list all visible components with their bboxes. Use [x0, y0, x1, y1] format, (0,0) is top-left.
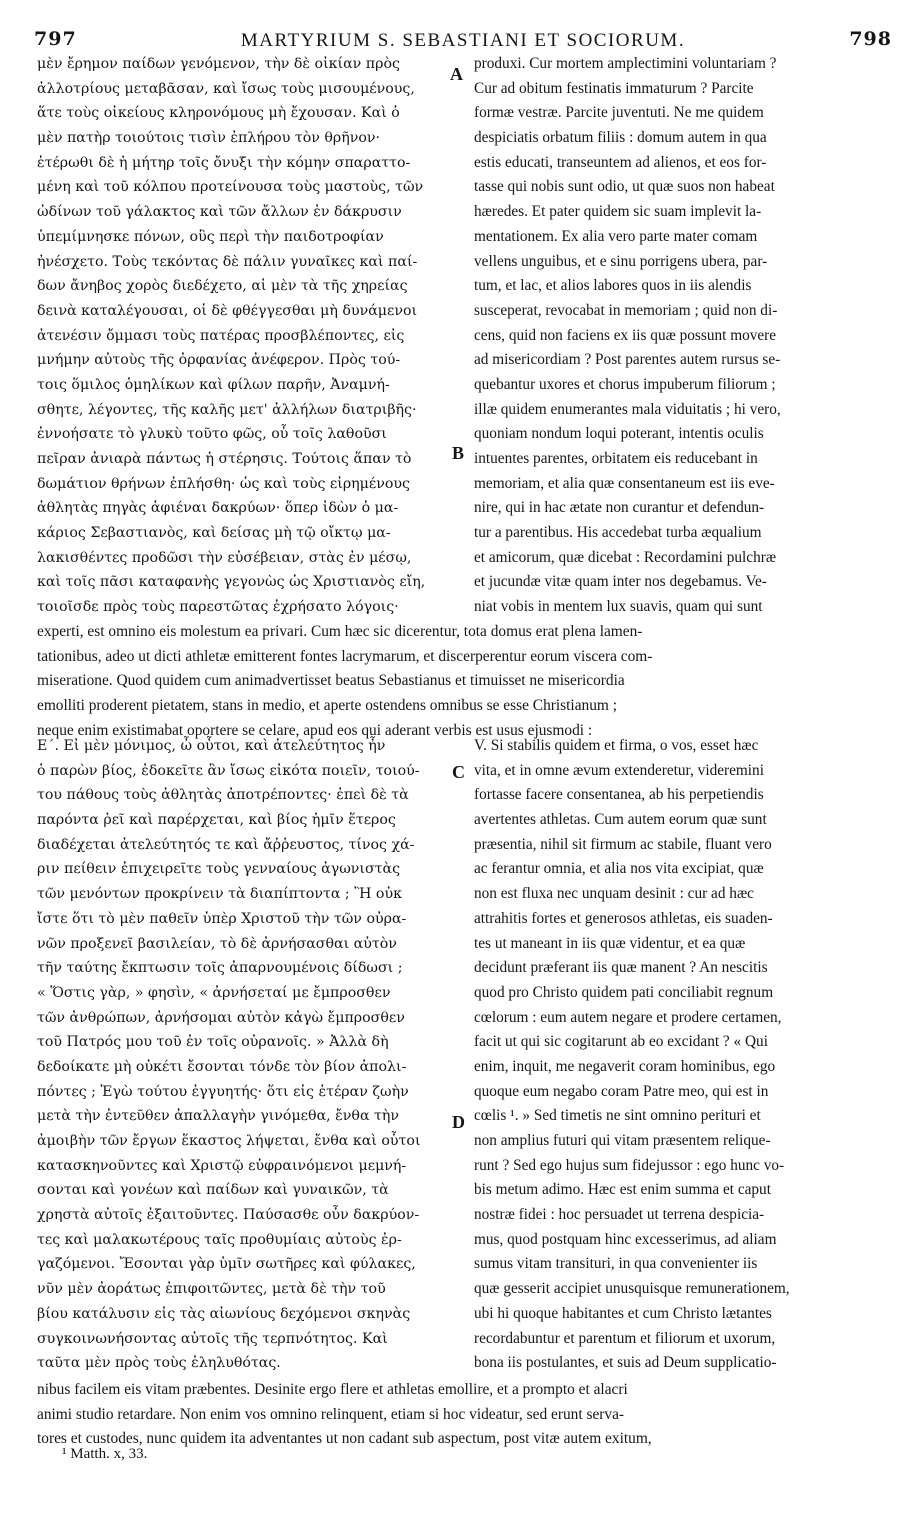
footnote: ¹ Matth. x, 33.	[62, 1446, 148, 1462]
text-line: illæ quidem enumerantes mala viduitatis ; hi vero,	[474, 400, 781, 418]
text-line: tum, et lac, et alios labores quos in iis alendis	[474, 277, 752, 295]
text-line: ἀτενέσιν ὄμμασι τοὺς πατέρας προσβλέποντες, εἰς	[37, 327, 405, 344]
text-line: κάριος Σεβαστιανὸς, καὶ δείσας μὴ τῷ οἴκτῳ μα-	[37, 525, 391, 542]
text-line: vita, et in omne ævum extenderetur, videremini	[474, 761, 764, 779]
text-line: παρόντα ῥεῖ καὶ παρέρχεται, καὶ βίος ἡμῖν ἕτερος	[37, 812, 396, 829]
text-line: bis metum adimo. Hæc est enim summa et caput	[474, 1181, 771, 1199]
text-line: πεῖραν ἀνιαρὰ πάντως ἡ στέρησις. Τούτοις ἅπαν τὸ	[37, 451, 412, 467]
text-line: Ε΄. Εἰ μὲν μόνιμος, ὦ οὗτοι, καὶ ἀτελεύτητος ἦν	[37, 738, 386, 754]
right-page-number: 798	[849, 28, 892, 50]
text-line: quæ gesserit accipiet unusquisque remunerationem,	[474, 1280, 790, 1298]
latin-column-bottom	[474, 734, 894, 1376]
text-line: ad misericordiam ? Post parentes autem rursus se-	[474, 351, 781, 369]
text-line: animi studio retardare. Non enim vos omnino relinquent, etiam si hoc videatur, sed erunt serva-	[37, 1405, 625, 1423]
text-line: ἀλλοτρίους μεταβᾶσαν, καὶ ἴσως τοὺς μισουμένους,	[37, 80, 415, 97]
text-line: δων ἄνηβος χορὸς διεδέχετο, αἱ μὲν τὰ τῆς χηρείας	[37, 278, 408, 295]
text-line: nibus facilem eis vitam præbentes. Desinite ergo flere et athletas emollire, et a prompto et alacri	[37, 1381, 628, 1398]
text-line: Cur ad obitum festinatis immaturum ? Parcite	[474, 79, 754, 97]
text-line: τες καὶ μαλακωτέρους ταῖς προθυμίαις αὐτοὺς ἐρ-	[37, 1231, 402, 1248]
text-line: βίου κατάλυσιν εἰς τὰς αἰωνίους δεχόμενοι σκηνὰς	[37, 1305, 411, 1322]
text-line: decidunt præferant iis quæ manent ? An nescitis	[474, 959, 768, 977]
text-line: runt ? Sed ego hujus sum fidejussor : ego hunc vo-	[474, 1156, 785, 1174]
text-line: cens, quid non faciens ex iis quæ possunt movere	[474, 326, 777, 344]
text-line: quoniam nondum loqui poterant, intentis oculis	[474, 425, 764, 443]
greek-column-top	[37, 52, 447, 620]
text-line: quebantur uxores et chorus impuberum filiorum ;	[474, 375, 776, 393]
text-line: καὶ τοῖς πᾶσι καταφανὴς γεγονὼς ὡς Χριστιανὸς εἴη,	[37, 574, 426, 591]
text-line: ubi hi quoque habitantes et cum Christo lætantes	[474, 1304, 772, 1322]
text-line: σθητε, λέγοντες, τῆς καλῆς μετ' ἀλλήλων διατριβῆς·	[37, 401, 417, 418]
text-line: γαζόμενοι. Ἔσονται γὰρ ὑμῖν σωτῆρες καὶ φύλακες,	[37, 1256, 416, 1273]
text-line: κατασκηνοῦντες καὶ Χριστῷ εὐφραινόμενοι μεμνή-	[37, 1157, 407, 1174]
section-marker-c: C	[452, 762, 465, 782]
section-marker-b: B	[452, 443, 465, 463]
text-line: facit ut qui sic cogitarunt ab eo excidant ? « Qui	[474, 1033, 768, 1051]
text-line: σονται καὶ γονέων καὶ παίδων καὶ γυναικῶν, τὰ	[37, 1182, 389, 1199]
full-width-text-a	[37, 620, 894, 743]
text-line: neque enim existimabat oportere se celare, apud eos qui aderant verbis est usus ejusmodi :	[37, 721, 593, 739]
text-line: « Ὅστις γὰρ, » φησὶν, « ἀρνήσεταί με ἔμπροσθεν	[37, 984, 391, 1001]
text-line: tationibus, adeo ut dicti athletæ emitterent fontes lacrymarum, et discerperentur eorum viscera com-	[37, 647, 653, 665]
text-line: vellens unguibus, et e sinu porrigens ubera, par-	[474, 252, 768, 270]
text-line: niat vobis in mentem lux suavis, quam qui sunt	[474, 598, 763, 616]
text-line: cœlorum : eum autem negare et prodere certamen,	[474, 1008, 782, 1026]
text-line: ἑτέρωθι δὲ ἡ μήτηρ τοῖς ὄνυξι τὴν κόμην σπαραττο-	[37, 154, 411, 171]
text-line: tes ut maneant in iis quæ videntur, et ea quæ	[474, 934, 746, 952]
left-page-number: 797	[34, 28, 77, 50]
text-line: despiciatis orbatum filiis : domum autem in qua	[474, 129, 767, 147]
text-line: ac ferantur omnia, et alia nos vita excipiat, quæ	[474, 860, 764, 878]
text-line: τῶν μενόντων προκρίνειν τὰ διαπίπτοντα ; Ἢ οὐκ	[37, 886, 402, 903]
text-line: mus, quod postquam hinc excesserimus, ad aliam	[474, 1230, 777, 1248]
text-line: non est fluxa nec unquam desinit : cur ad hæc	[474, 885, 754, 903]
text-line: τῆν ταύτης ἔκπτωσιν τοῖς ἀπαρνουμένοις δίδωσι ;	[37, 960, 403, 977]
text-line: intuentes parentes, orbitatem eis reducebant in	[474, 450, 758, 467]
text-line: νῶν προξενεῖ βασιλείαν, τὸ δὲ ἀρνήσασθαι αὐτὸν	[37, 935, 397, 952]
text-line: attrahitis fortes et generosos athletas, eis suaden-	[474, 909, 773, 927]
text-line: tores et custodes, nunc quidem ita adventantes ut non cadant sub aspectum, post vitæ autem exitum,	[37, 1430, 652, 1448]
text-line: mentationem. Ex alia vero parte mater comam	[474, 227, 758, 245]
latin-column-top	[474, 52, 894, 620]
text-line: et amicorum, quæ dicebat : Recordamini pulchræ	[474, 548, 777, 566]
text-line: quod pro Christo quidem pati conciliabit regnum	[474, 983, 774, 1001]
text-line: μνήμην αὐτοὺς τῆς ὀρφανίας ἀνέφερον. Πρὸς τού-	[37, 352, 401, 369]
text-line: produxi. Cur mortem amplectimini voluntariam ?	[474, 55, 777, 72]
text-line: νῦν μὲν ἀοράτως ἐπιφοιτῶντες, μετὰ δὲ τὴν τοῦ	[37, 1281, 386, 1298]
section-marker-a: A	[450, 64, 463, 84]
full-width-text-b	[37, 1378, 894, 1452]
text-line: πόντες ; Ἐγὼ τούτου ἐγγυητής· ὅτι εἰς ἑτέραν ζωὴν	[37, 1083, 409, 1100]
text-line: χρηστὰ αὐτοῖς ἐξαιτοῦντες. Παύσασθε οὖν δακρύον-	[37, 1207, 420, 1224]
text-line: sumus vitam transituri, in qua convenienter iis	[474, 1255, 758, 1273]
text-line: διαδέχεται ἀτελεύτητός τε καὶ ἄῤῥευστος, τίνος χά-	[37, 836, 415, 853]
text-line: συγκοινωνήσοντας αὐτοῖς τῆς τερπνότητος. Καὶ	[37, 1330, 388, 1347]
text-line: fortasse facere consentanea, ab his perpetiendis	[474, 786, 764, 804]
text-line: μὲν ἔρημον παίδων γενόμενον, τὴν δὲ οἰκίαν πρὸς	[37, 56, 400, 72]
greek-column-bottom	[37, 734, 447, 1376]
text-line: experti, est omnino eis molestum ea privari. Cum hæc sic dicerentur, tota domus erat plena lamen-	[37, 623, 643, 640]
text-line: ἀμοιβὴν τῶν ἔργων ἕκαστος λήψεται, ἔνθα καὶ οὗτοι	[37, 1133, 421, 1149]
text-line: præsentia, nihil sit firmum ac stabile, fluant vero	[474, 835, 772, 853]
text-line: ἐννοήσατε τὸ γλυκὺ τοῦτο φῶς, οὗ τοῖς λαθοῦσι	[37, 426, 387, 443]
text-line: ἠνέσχετο. Τοὺς τεκόντας δὲ πάλιν γυναῖκες καὶ παί-	[37, 253, 418, 270]
text-line: memoriam, et alia quæ consentaneum est iis eve-	[474, 474, 775, 492]
text-line: ταῦτα μὲν πρὸς τοὺς ἐληλυθότας.	[37, 1355, 281, 1372]
text-line: του πάθους τοὺς ἀθλητὰς ἀποτρέποντες· ἐπεὶ δὲ τὰ	[37, 787, 409, 804]
text-line: estis educati, transeuntem ad alienos, et eos for-	[474, 153, 767, 171]
text-line: et jucundæ vitæ quam inter nos degebamus. Ve-	[474, 573, 767, 591]
text-line: μετὰ τὴν ἐντεῦθεν ἀπαλλαγὴν γινόμεθα, ἔνθα τὴν	[37, 1108, 400, 1125]
text-line: δεινὰ καταλέγουσαι, οἱ δὲ φθέγγεσθαι μὴ δυνάμενοι	[37, 302, 418, 319]
text-line: recordabuntur et parentum et filiorum et uxorum,	[474, 1329, 776, 1347]
text-line: ἴστε ὅτι τὸ μὲν παθεῖν ὑπὲρ Χριστοῦ τὴν τῶν οὐρα-	[37, 910, 407, 927]
text-line: μένη καὶ τοῦ κόλπου προτείνουσα τοὺς μαστοὺς, τῶν	[37, 179, 424, 196]
text-line: bona iis postulantes, et suis ad Deum supplicatio-	[474, 1354, 777, 1372]
text-line: λακισθέντες προδῶσι τὴν εὐσέβειαν, στὰς ἐν μέσῳ,	[37, 549, 412, 566]
text-line: nostræ fidei : hoc persuadet ut terrena despicia-	[474, 1206, 765, 1224]
text-line: quoque eum negabo coram Patre meo, qui est in	[474, 1082, 769, 1100]
text-line: ἀθλητὰς πηγὰς ἀφιέναι δακρύων· ὅπερ ἰδὼν ὁ μα-	[37, 500, 399, 517]
text-line: avertentes athletas. Cum autem eorum quæ sunt	[474, 811, 767, 829]
text-line: hæredes. Et pater quidem sic suam implevit la-	[474, 203, 762, 221]
text-line: susceperat, revocabat in memoriam ; quid non di-	[474, 301, 778, 319]
text-line: tur a parentibus. His accedebat turba æqualium	[474, 524, 762, 542]
text-line: non amplius futuri qui vitam præsentem relique-	[474, 1132, 771, 1149]
text-line: δωμάτιον θρήνων ἐπλήσθη· ὡς καὶ τοὺς εἰρημένους	[37, 475, 410, 492]
text-line: emolliti proderent pietatem, stans in medio, et aperte ostendens omnibus se esse Christianum ;	[37, 697, 618, 715]
text-line: ἅτε τοὺς οἰκείους κληρονόμους μὴ ἔχουσαν. Καὶ ὁ	[37, 105, 400, 122]
text-line: τοῦ Πατρός μου τοῦ ἐν τοῖς οὐρανοῖς. » Ἀλλὰ δὴ	[37, 1034, 389, 1051]
text-line: cœlis ¹. » Sed timetis ne sint omnino perituri et	[474, 1107, 761, 1125]
text-line: ριν πείθειν ἐπιχειρεῖτε τοὺς γενναίους ἀγωνιστὰς	[37, 861, 401, 878]
text-line: ὁ παρὼν βίος, ἐδοκεῖτε ἂν ἴσως εἰκότα ποιεῖν, τοιού-	[37, 762, 420, 779]
running-title: MARTYRIUM S. SEBASTIANI ET SOCIORUM.	[240, 30, 686, 51]
text-line: ὠδίνων τοῦ γάλακτος καὶ τῶν ἄλλων ἐν δάκρυσιν	[37, 204, 402, 221]
text-line: tasse qui nobis sunt odio, ut quæ suos non habeat	[474, 178, 775, 196]
text-line: τῶν ἀνθρώπων, ἀρνήσομαι αὐτὸν κἀγὼ ἔμπροσθεν	[37, 1009, 405, 1026]
text-line: μὲν πατὴρ τοιούτοις τισὶν ἐπλήρου τὸν θρῆνον·	[37, 130, 381, 147]
text-line: δεδοίκατε μὴ οὐκέτι ἔσονται τόνδε τὸν βίον ἀπολι-	[37, 1058, 407, 1075]
text-line: V. Si stabilis quidem et firma, o vos, esset hæc	[474, 737, 759, 754]
text-line: enim, inquit, me negaverit coram hominibus, ego	[474, 1057, 776, 1075]
text-line: nire, qui in hac ætate non curantur et defendun-	[474, 499, 765, 517]
text-line: ὑπεμίμνησκε πόνων, οὓς περὶ τὴν παιδοτροφίαν	[37, 228, 384, 245]
text-line: τοις ὅμιλος ὁμηλίκων καὶ φίλων παρῆν, Ἀναμνή-	[37, 376, 390, 393]
section-marker-d: D	[452, 1112, 465, 1132]
text-line: formæ vestræ. Parcite juventuti. Ne me quidem	[474, 104, 764, 122]
text-line: miseratione. Quod quidem cum animadvertisset beatus Sebastianus et timuisset ne misericordia	[37, 672, 625, 690]
text-line: τοιοῖσδε πρὸς τοὺς παρεστῶτας ἐχρήσατο λόγοις·	[37, 599, 399, 616]
